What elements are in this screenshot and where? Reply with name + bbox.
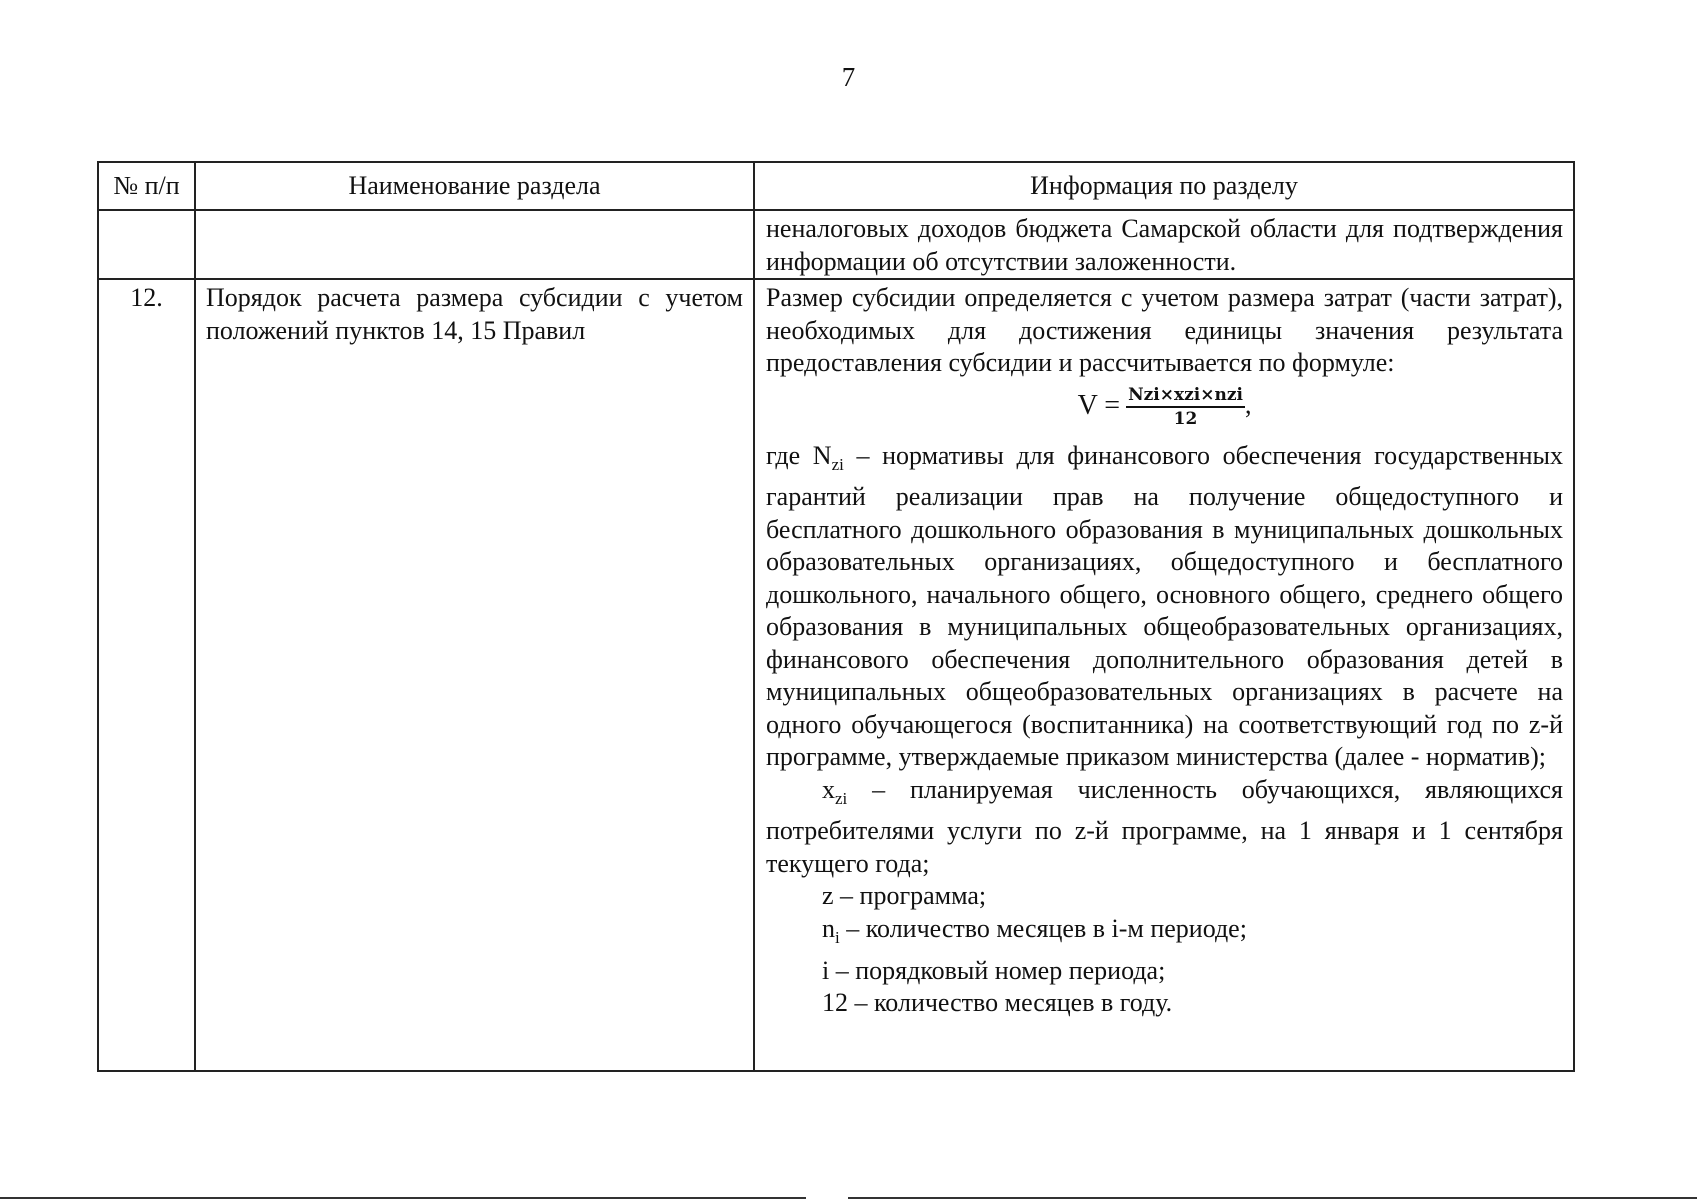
row-number: 12. — [98, 279, 195, 1071]
page-number: 7 — [841, 62, 856, 92]
z-definition: z – программа; — [822, 881, 987, 911]
continuation-info-text: неналоговых доходов бюджета Самарской области для подтверждения информации об отсутствии заложенности. — [766, 214, 1563, 276]
section-info — [754, 279, 1574, 1071]
formula-lhs: V = — [1077, 390, 1121, 422]
continuation-number-cell — [98, 210, 195, 279]
twelve-definition: 12 – количество месяцев в году. — [822, 988, 1173, 1018]
x-symbol: x — [822, 774, 835, 804]
continuation-name-cell — [195, 210, 754, 279]
formula-fraction — [1126, 384, 1245, 430]
x-text: – планируемая численность обучающихся, являющихся потребителями услуги по z-й программе, на 1 января и 1 сентября текущего года; — [766, 774, 1563, 878]
n-text: – количество месяцев в i-м периоде; — [839, 913, 1247, 943]
header-number: № п/п — [98, 162, 195, 210]
footer-rule-right — [848, 1197, 1697, 1199]
formula-denominator: 12 — [1173, 408, 1198, 429]
table-row-continuation — [98, 210, 1574, 279]
table-row-12 — [98, 279, 1574, 1071]
norm-definition — [766, 440, 1563, 774]
formula-numerator: Nzi×xzi×nzi — [1126, 384, 1245, 408]
i-definition: i – порядковый номер периода; — [822, 955, 1166, 985]
n-definition — [766, 913, 1563, 955]
continuation-info-cell — [754, 210, 1574, 279]
norm-text: – нормативы для финансового обеспечения государственных гарантий реализации прав на получение общедоступного и бесплатного дошкольного образования в муниципальных дошкольных образовательных организациях, общедоступного и бесплатного дошкольного, начального общего, основного общего, среднего общего образования в муниципальных общеобразовательных организациях, финансового обеспечения дополнительного образования детей в муниципальных общеобразовательных организациях в расчете на одного обучающегося (воспитанника) на соответствующий год по z-й программе, утверждаемые приказом министерства (далее - норматив); — [766, 440, 1563, 772]
document-table — [97, 161, 1575, 1072]
header-section-info: Информация по разделу — [754, 162, 1574, 210]
n-subscript: i — [835, 928, 840, 948]
x-subscript: zi — [835, 788, 848, 808]
formula-trailing: , — [1244, 389, 1252, 419]
x-definition — [766, 774, 1563, 881]
norm-symbol: где N — [766, 440, 832, 470]
footer-rule-left — [0, 1197, 806, 1199]
subsidy-formula — [766, 384, 1563, 436]
intro-paragraph: Размер субсидии определяется с учетом размера затрат (части затрат), необходимых для достижения единицы значения результата предоставления субсидии и рассчитывается по формуле: — [766, 283, 1563, 377]
n-symbol: n — [822, 913, 835, 943]
table-header-row — [98, 162, 1574, 210]
norm-subscript: zi — [831, 454, 844, 474]
header-section-name: Наименование раздела — [195, 162, 754, 210]
section-name: Порядок расчета размера субсидии с учетом положений пунктов 14, 15 Правил — [195, 279, 754, 1071]
